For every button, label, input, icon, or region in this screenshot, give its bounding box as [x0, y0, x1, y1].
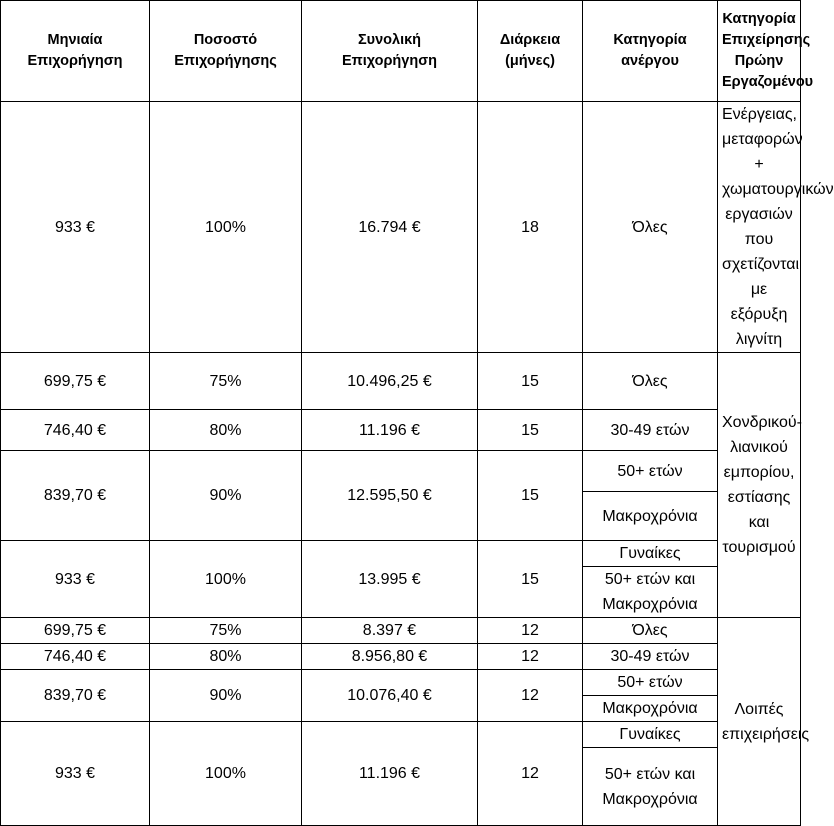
category-cell: 50+ ετών — [583, 670, 718, 696]
table-row — [1, 451, 801, 492]
percent-cell: 100% — [150, 541, 302, 618]
table-row — [1, 102, 801, 353]
table-row — [1, 410, 801, 451]
category-cell: Γυναίκες — [583, 541, 718, 567]
total-cell: 8.956,80 € — [302, 644, 478, 670]
total-cell: 10.496,25 € — [302, 353, 478, 410]
table-row — [1, 670, 801, 696]
business-category-other: Λοιπές επιχειρήσεις — [718, 618, 801, 826]
duration-cell: 15 — [478, 451, 583, 541]
monthly-cell: 699,75 € — [1, 353, 150, 410]
percent-cell: 80% — [150, 410, 302, 451]
header-total-subsidy: Συνολική Επιχορήγηση — [302, 1, 478, 102]
monthly-cell: 746,40 € — [1, 410, 150, 451]
monthly-cell: 933 € — [1, 102, 150, 353]
duration-cell: 18 — [478, 102, 583, 353]
duration-cell: 15 — [478, 541, 583, 618]
category-cell: 50+ ετών και Μακροχρόνια — [583, 567, 718, 618]
monthly-cell: 933 € — [1, 722, 150, 826]
total-cell: 11.196 € — [302, 410, 478, 451]
percent-cell: 90% — [150, 451, 302, 541]
total-cell: 12.595,50 € — [302, 451, 478, 541]
total-cell: 8.397 € — [302, 618, 478, 644]
category-cell: 30-49 ετών — [583, 410, 718, 451]
table-row — [1, 541, 801, 567]
monthly-cell: 933 € — [1, 541, 150, 618]
duration-cell: 12 — [478, 644, 583, 670]
total-cell: 16.794 € — [302, 102, 478, 353]
header-monthly-subsidy: Μηνιαία Επιχορήγηση — [1, 1, 150, 102]
table-row — [1, 618, 801, 644]
duration-cell: 12 — [478, 670, 583, 722]
percent-cell: 100% — [150, 102, 302, 353]
header-subsidy-percent: Ποσοστό Επιχορήγησης — [150, 1, 302, 102]
total-cell: 10.076,40 € — [302, 670, 478, 722]
business-category-energy: Ενέργειας, μεταφορών + χωματουργικών εργασιών που σχετίζονται με εξόρυξη λιγνίτη — [718, 102, 801, 353]
total-cell: 11.196 € — [302, 722, 478, 826]
percent-cell: 90% — [150, 670, 302, 722]
table-row — [1, 353, 801, 410]
duration-cell: 15 — [478, 410, 583, 451]
category-cell: Γυναίκες — [583, 722, 718, 748]
header-unemployed-category: Κατηγορία ανέργου — [583, 1, 718, 102]
category-cell: Όλες — [583, 618, 718, 644]
duration-cell: 12 — [478, 618, 583, 644]
duration-cell: 15 — [478, 353, 583, 410]
category-cell: Μακροχρόνια — [583, 492, 718, 541]
header-business-category: Κατηγορία Επιχείρησης Πρώην Εργαζομένου — [718, 1, 801, 102]
percent-cell: 80% — [150, 644, 302, 670]
category-cell: 50+ ετών και Μακροχρόνια — [583, 748, 718, 826]
monthly-cell: 746,40 € — [1, 644, 150, 670]
business-category-retail: Χονδρικού- λιανικού εμπορίου, εστίασης και τουρισμού — [718, 353, 801, 618]
category-cell: Όλες — [583, 353, 718, 410]
category-cell: 50+ ετών — [583, 451, 718, 492]
header-duration: Διάρκεια (μήνες) — [478, 1, 583, 102]
monthly-cell: 839,70 € — [1, 670, 150, 722]
total-cell: 13.995 € — [302, 541, 478, 618]
monthly-cell: 699,75 € — [1, 618, 150, 644]
duration-cell: 12 — [478, 722, 583, 826]
category-cell: 30-49 ετών — [583, 644, 718, 670]
monthly-cell: 839,70 € — [1, 451, 150, 541]
table-row — [1, 722, 801, 748]
category-cell: Όλες — [583, 102, 718, 353]
percent-cell: 100% — [150, 722, 302, 826]
table-row — [1, 644, 801, 670]
category-cell: Μακροχρόνια — [583, 696, 718, 722]
percent-cell: 75% — [150, 618, 302, 644]
percent-cell: 75% — [150, 353, 302, 410]
